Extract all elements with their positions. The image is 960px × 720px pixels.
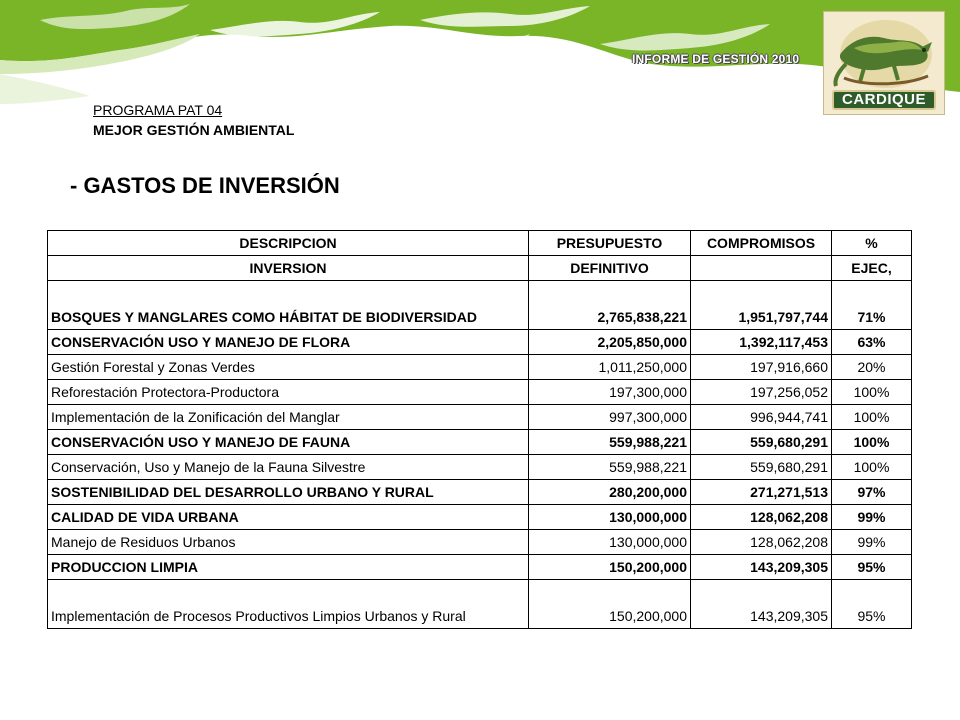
table-row	[48, 505, 912, 530]
header-percent: %	[832, 231, 912, 256]
header-budget: PRESUPUESTO	[529, 231, 691, 256]
table-header-row	[48, 256, 912, 281]
investment-table	[47, 230, 912, 629]
row-description: Reforestación Protectora-Productora	[48, 380, 529, 405]
row-description: Gestión Forestal y Zonas Verdes	[48, 355, 529, 380]
row-budget: 130,000,000	[529, 505, 691, 530]
row-budget: 150,200,000	[529, 555, 691, 580]
program-name: MEJOR GESTIÓN AMBIENTAL	[93, 122, 295, 138]
row-percent: 20%	[832, 355, 912, 380]
table-row	[48, 355, 912, 380]
row-commitments: 996,944,741	[691, 405, 832, 430]
table-row	[48, 530, 912, 555]
row-percent: 95%	[832, 580, 912, 629]
table-row	[48, 330, 912, 355]
row-commitments: 143,209,305	[691, 555, 832, 580]
row-percent: 100%	[832, 430, 912, 455]
row-description: Implementación de la Zonificación del Manglar	[48, 405, 529, 430]
row-budget: 130,000,000	[529, 530, 691, 555]
table-row	[48, 480, 912, 505]
row-percent: 71%	[832, 281, 912, 330]
table-row	[48, 555, 912, 580]
row-commitments: 128,062,208	[691, 505, 832, 530]
row-commitments: 271,271,513	[691, 480, 832, 505]
row-budget: 559,988,221	[529, 430, 691, 455]
row-budget: 559,988,221	[529, 455, 691, 480]
table-row	[48, 405, 912, 430]
row-description: PRODUCCION LIMPIA	[48, 555, 529, 580]
row-budget: 197,300,000	[529, 380, 691, 405]
row-percent: 97%	[832, 480, 912, 505]
header-commitments: COMPROMISOS	[691, 231, 832, 256]
row-commitments: 559,680,291	[691, 430, 832, 455]
cardique-logo	[823, 11, 945, 115]
row-description: Manejo de Residuos Urbanos	[48, 530, 529, 555]
header-commitments-sub	[691, 256, 832, 281]
header-description: DESCRIPCION	[48, 231, 529, 256]
section-title: - GASTOS DE INVERSIÓN	[70, 173, 340, 198]
row-commitments: 559,680,291	[691, 455, 832, 480]
row-description: BOSQUES Y MANGLARES COMO HÁBITAT DE BIODIVERSIDAD	[48, 281, 529, 330]
row-budget: 280,200,000	[529, 480, 691, 505]
table-row	[48, 455, 912, 480]
program-code: PROGRAMA PAT 04	[93, 102, 223, 118]
row-budget: 150,200,000	[529, 580, 691, 629]
row-commitments: 128,062,208	[691, 530, 832, 555]
row-description: Conservación, Uso y Manejo de la Fauna Silvestre	[48, 455, 529, 480]
table-header-row	[48, 231, 912, 256]
row-percent: 99%	[832, 530, 912, 555]
header-budget-sub: DEFINITIVO	[529, 256, 691, 281]
row-budget: 2,205,850,000	[529, 330, 691, 355]
table-row	[48, 380, 912, 405]
table-row	[48, 580, 912, 629]
header-description-sub: INVERSION	[48, 256, 529, 281]
row-commitments: 197,916,660	[691, 355, 832, 380]
header-percent-sub: EJEC,	[832, 256, 912, 281]
logo-text: CARDIQUE	[832, 90, 936, 110]
row-percent: 99%	[832, 505, 912, 530]
row-commitments: 1,392,117,453	[691, 330, 832, 355]
row-percent: 100%	[832, 405, 912, 430]
row-percent: 63%	[832, 330, 912, 355]
row-percent: 100%	[832, 380, 912, 405]
row-description: CALIDAD DE VIDA URBANA	[48, 505, 529, 530]
row-description: Implementación de Procesos Productivos Limpios Urbanos y Rural	[48, 580, 529, 629]
row-description: SOSTENIBILIDAD DEL DESARROLLO URBANO Y RURAL	[48, 480, 529, 505]
row-commitments: 197,256,052	[691, 380, 832, 405]
row-budget: 997,300,000	[529, 405, 691, 430]
row-description: CONSERVACIÓN USO Y MANEJO DE FAUNA	[48, 430, 529, 455]
row-commitments: 143,209,305	[691, 580, 832, 629]
row-commitments: 1,951,797,744	[691, 281, 832, 330]
table-row	[48, 281, 912, 330]
row-percent: 95%	[832, 555, 912, 580]
report-title: INFORME DE GESTIÓN 2010	[632, 52, 800, 66]
row-description: CONSERVACIÓN USO Y MANEJO DE FLORA	[48, 330, 529, 355]
table-row	[48, 430, 912, 455]
row-budget: 2,765,838,221	[529, 281, 691, 330]
row-budget: 1,011,250,000	[529, 355, 691, 380]
row-percent: 100%	[832, 455, 912, 480]
